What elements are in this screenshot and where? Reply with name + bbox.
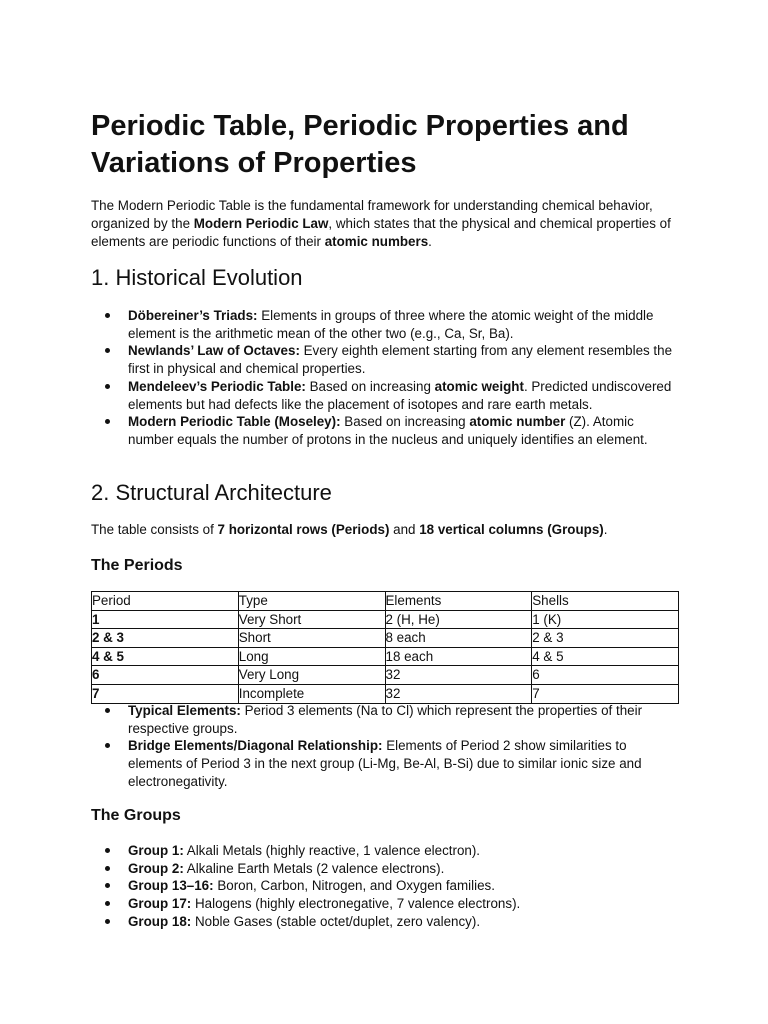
- intro-text: The Modern Periodic Table is the fundamental framework for understanding chemical behavior, organized by the: [91, 198, 653, 231]
- section-heading-structural-architecture: 2. Structural Architecture: [91, 480, 332, 505]
- history-list: [91, 307, 681, 449]
- list-item-text: Every eighth element starting from any element resembles the first in physical and chemical properties.: [128, 343, 673, 377]
- list-item-label: Group 17:: [128, 896, 192, 912]
- table-row: [92, 610, 679, 629]
- table-cell: Incomplete: [238, 684, 385, 703]
- periods-table: [91, 591, 679, 704]
- list-item-text: Noble Gases (stable octet/duplet, zero valency).: [191, 913, 481, 929]
- intro-bold: atomic numbers: [324, 234, 429, 249]
- list-item-text: Elements of Period 2 show similarities to elements of Period 3 in the next group (Li-Mg, Be-Al, B-Si) due to similar ionic size and electronegativity.: [128, 738, 642, 789]
- intro-text: , which states that the physical and chemical properties of elements are periodic functions of their: [91, 216, 671, 249]
- list-item-emphasis: atomic number: [469, 414, 566, 430]
- list-item-label: Bridge Elements/Diagonal Relationship:: [128, 738, 383, 754]
- table-cell: Very Long: [238, 666, 385, 685]
- list-item-label: Newlands’ Law of Octaves:: [128, 343, 300, 359]
- table-cell: 4 & 5: [532, 647, 679, 666]
- table-cell: Short: [238, 629, 385, 648]
- list-item-text: Alkali Metals (highly reactive, 1 valence electron).: [183, 843, 481, 858]
- list-item-label: Group 1:: [128, 843, 184, 858]
- list-item-label: Group 18:: [128, 913, 192, 929]
- table-cell: 4 & 5: [92, 647, 239, 666]
- intro-bold: Modern Periodic Law: [193, 216, 329, 231]
- table-cell: Long: [238, 647, 385, 666]
- subheading-groups: The Groups: [91, 807, 181, 824]
- periods-notes-list: [91, 702, 681, 791]
- table-cell: 2 & 3: [92, 629, 239, 648]
- list-item: [91, 378, 681, 413]
- table-cell: 8 each: [385, 629, 532, 648]
- table-cell: 32: [385, 666, 532, 685]
- table-row: [92, 666, 679, 685]
- list-item: [91, 702, 681, 737]
- table-cell: 32: [385, 684, 532, 703]
- table-cell: 6: [532, 666, 679, 685]
- list-item: [91, 877, 681, 895]
- list-item: [91, 895, 681, 913]
- list-item: [91, 307, 681, 342]
- intro-paragraph: [91, 197, 681, 251]
- table-row: [92, 629, 679, 648]
- structure-intro-bold: 18 vertical columns (Groups): [419, 522, 604, 537]
- list-item-text: Alkaline Earth Metals (2 valence electrons).: [183, 860, 445, 876]
- table-cell: 1: [92, 610, 239, 629]
- list-item: [91, 342, 681, 377]
- list-item-label: Mendeleev’s Periodic Table:: [128, 378, 306, 394]
- table-row: [92, 684, 679, 703]
- structure-intro-paragraph: [91, 521, 681, 539]
- list-item-label: Döbereiner’s Triads:: [128, 308, 258, 323]
- table-header-cell: Elements: [385, 592, 532, 611]
- table-cell: 7: [92, 684, 239, 703]
- table-header-cell: Period: [92, 592, 239, 611]
- list-item-emphasis: atomic weight: [434, 378, 524, 394]
- list-item-text: Based on increasing: [305, 378, 435, 394]
- table-cell: Very Short: [238, 610, 385, 629]
- structure-intro-text: and: [389, 522, 420, 537]
- table-header-row: [92, 592, 679, 611]
- table-cell: 7: [532, 684, 679, 703]
- list-item-text: Elements in groups of three where the atomic weight of the middle element is the arithmetic mean of the other two (e.g., Ca, Sr, Ba).: [128, 308, 654, 341]
- list-item-text: . Predicted undiscovered elements but had defects like the placement of isotopes and rare earth metals.: [128, 378, 672, 412]
- list-item: [91, 860, 681, 878]
- list-item-text: Based on increasing: [340, 414, 470, 430]
- subheading-periods: The Periods: [91, 557, 183, 574]
- list-item: [91, 413, 681, 448]
- table-cell: 2 (H, He): [385, 610, 532, 629]
- table-cell: 2 & 3: [532, 629, 679, 648]
- table-header-cell: Shells: [532, 592, 679, 611]
- page-title: Periodic Table, Periodic Properties and Variations of Properties: [91, 110, 629, 179]
- list-item-text: Halogens (highly electronegative, 7 valence electrons).: [191, 896, 521, 912]
- list-item: [91, 913, 681, 931]
- structure-intro-text: .: [603, 522, 608, 537]
- table-cell: 1 (K): [532, 610, 679, 629]
- table-row: [92, 647, 679, 666]
- list-item-text: Boron, Carbon, Nitrogen, and Oxygen families.: [213, 878, 495, 894]
- table-cell: 18 each: [385, 647, 532, 666]
- list-item-text: Period 3 elements (Na to Cl) which represent the properties of their respective groups.: [128, 703, 643, 736]
- groups-list: [91, 842, 681, 931]
- list-item-label: Typical Elements:: [128, 703, 241, 718]
- list-item-label: Group 13–16:: [128, 878, 214, 894]
- table-cell: 6: [92, 666, 239, 685]
- list-item-label: Group 2:: [128, 860, 184, 876]
- list-item: [91, 842, 681, 860]
- structure-intro-text: The table consists of: [91, 522, 218, 537]
- section-heading-historical-evolution: 1. Historical Evolution: [91, 265, 303, 290]
- table-header-cell: Type: [238, 592, 385, 611]
- list-item-text: (Z). Atomic number equals the number of protons in the nucleus and uniquely identifies an element.: [128, 414, 648, 447]
- list-item-label: Modern Periodic Table (Moseley):: [128, 414, 341, 430]
- list-item: [91, 737, 681, 790]
- intro-text: .: [428, 234, 432, 249]
- structure-intro-bold: 7 horizontal rows (Periods): [217, 522, 390, 537]
